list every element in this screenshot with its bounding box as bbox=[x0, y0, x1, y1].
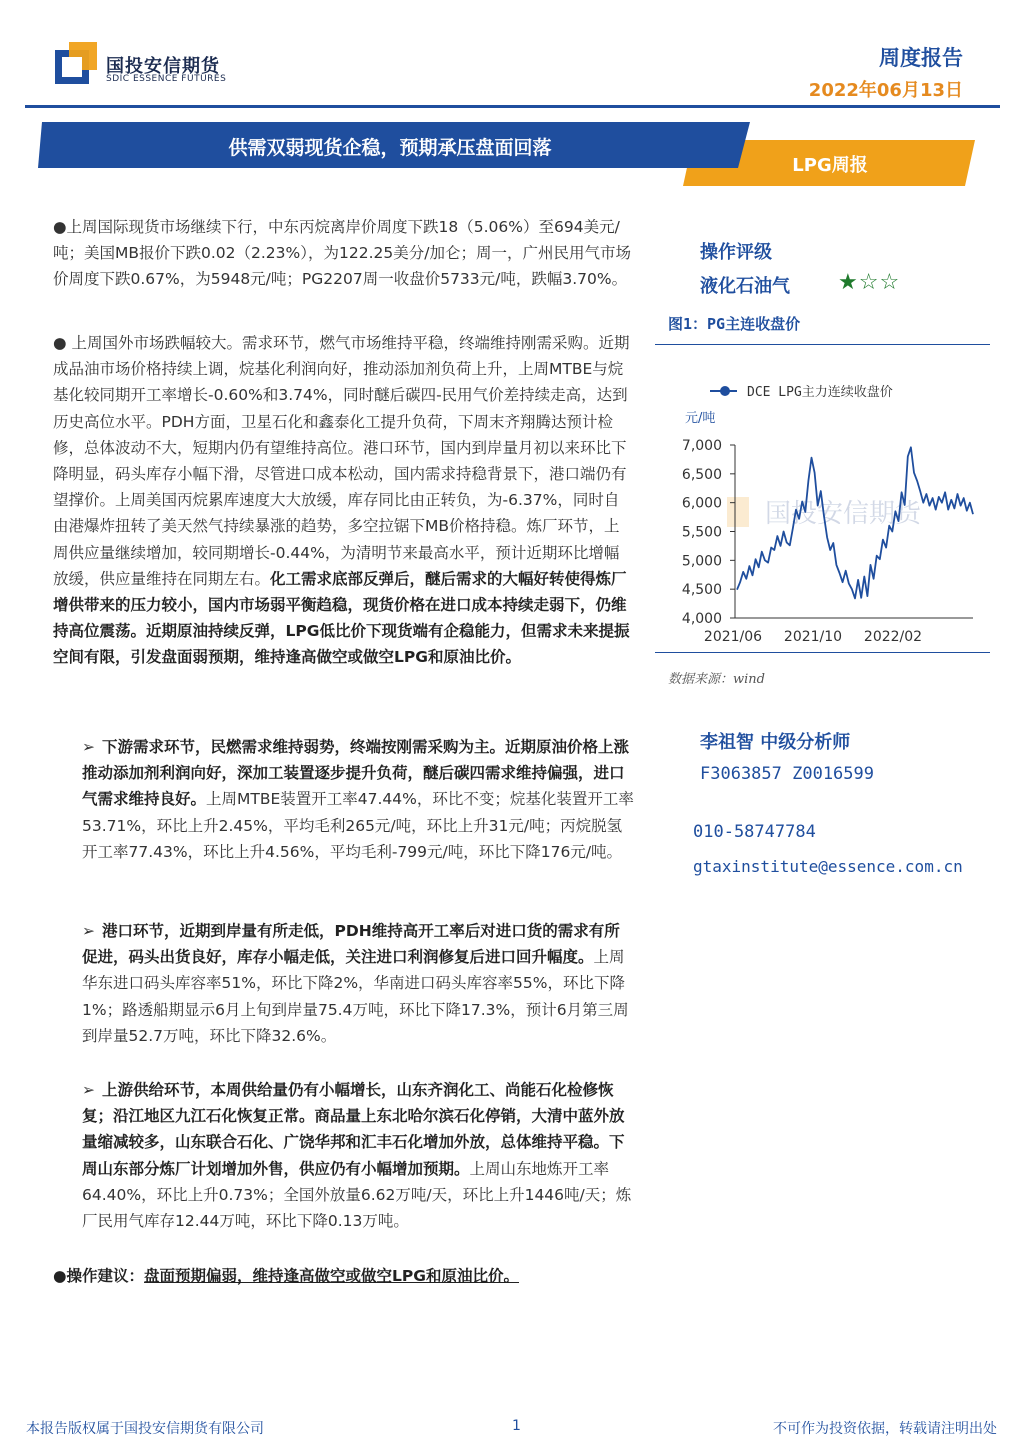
legend-marker bbox=[720, 386, 730, 396]
y-tick-label: 5,000 bbox=[681, 553, 722, 570]
port-data: 上周华东进口码头库容率51%，环比下降2%，华南进口码头库容率55%，环比下降1%；路透船期显示6月上旬到岸量75.4万吨，环比下降17.3%，预计6月第三周到岸量52.7万吨，环比下降32.6%。 bbox=[82, 948, 629, 1045]
x-tick-label: 2021/10 bbox=[783, 629, 843, 645]
y-axis bbox=[682, 438, 735, 627]
header-divider bbox=[25, 105, 1000, 108]
company-logo-icon bbox=[55, 42, 97, 84]
arrow-bullet-icon: ➢ bbox=[82, 1081, 95, 1099]
operation-advice-text: 盘面预期偏弱，维持逢高做空或做空LPG和原油比价。 bbox=[144, 1267, 519, 1285]
summary-paragraph-2 bbox=[53, 330, 633, 671]
rating-product: 液化石油气 bbox=[700, 276, 790, 297]
analyst-name: 李祖智 中级分析师 bbox=[700, 732, 851, 753]
company-name-en: SDIC ESSENCE FUTURES bbox=[106, 74, 227, 84]
x-tick-label: 2021/06 bbox=[703, 629, 763, 645]
page-number: 1 bbox=[512, 1418, 521, 1434]
price-line-chart bbox=[655, 372, 990, 652]
supply-data: 上周山东地炼开工率64.40%，环比上升0.73%；全国外放量6.62万吨/天，环比上升1446吨/天；炼厂民用气库存12.44万吨，环比下降0.13万吨。 bbox=[82, 1159, 632, 1231]
company-name-cn: 国投安信期货 bbox=[106, 56, 220, 77]
footer-disclaimer: 不可作为投资依据，转载请注明出处 bbox=[773, 1421, 997, 1437]
figure-bottom-rule bbox=[655, 652, 990, 653]
y-tick-label: 6,000 bbox=[681, 495, 722, 512]
report-date: 2022年06月13日 bbox=[808, 80, 963, 101]
contact-email[interactable]: gtaxinstitute@essence.com.cn bbox=[693, 857, 963, 876]
report-category-tag: LPG周报 bbox=[792, 155, 868, 176]
figure-top-rule bbox=[655, 344, 990, 345]
arrow-bullet-icon: ➢ bbox=[82, 738, 95, 756]
y-axis-unit: 元/吨 bbox=[685, 411, 716, 426]
list-item-port bbox=[82, 918, 635, 1049]
chart-watermark: 国投安信期货 bbox=[765, 499, 922, 529]
report-headline: 供需双弱现货企稳，预期承压盘面回落 bbox=[228, 137, 552, 159]
summary-paragraph-1: ●上周国际现货市场继续下行，中东丙烷离岸价周度下跌18（5.06%）至694美元/吨；美国MB报价下跌0.02（2.23%），为122.25美分/加仑；周一，广州民用气市场价周度下跌0.67%，为5948元/吨；PG2207周一收盘价5733元/吨，跌幅3.70%。 bbox=[53, 218, 631, 289]
port-headline: 港口环节，近期到岸量有所走低，PDH维持高开工率后对进口货的需求有所促进，码头出货良好，库存小幅走低，关注进口利润修复后进口回升幅度。 bbox=[82, 922, 620, 967]
arrow-bullet-icon: ➢ bbox=[82, 922, 95, 940]
contact-phone: 010-58747784 bbox=[693, 822, 816, 842]
supply-headline: 上游供给环节，本周供给量仍有小幅增长，山东齐润化工、尚能石化检修恢复；沿江地区九江石化恢复正常。商品量上东北哈尔滨石化停销，大清中蓝外放量缩减较多，山东联合石化、广饶华邦和汇丰石化增加外放，总体维持平稳。下周山东部分炼厂计划增加外售，供应仍有小幅增加预期。 bbox=[82, 1081, 625, 1178]
list-item-supply bbox=[82, 1077, 635, 1234]
list-item-demand bbox=[82, 734, 635, 865]
demand-data: 上周MTBE装置开工率47.44%，环比不变；烷基化装置开工率53.71%，环比上升2.45%，平均毛利265元/吨，环比上升31元/吨；丙烷脱氢开工率77.43%，环比上升4.56%，平均毛利-799元/吨，环比下降176元/吨。 bbox=[82, 790, 634, 861]
analyst-license: F3063857 Z0016599 bbox=[700, 764, 874, 784]
rating-title: 操作评级 bbox=[700, 242, 772, 263]
figure-title: 图1：PG主连收盘价 bbox=[668, 315, 801, 333]
demand-headline: 下游需求环节，民燃需求维持弱势，终端按刚需采购为主。近期原油价格上涨推动添加剂利润向好，深加工装置逐步提升负荷，醚后碳四需求维持偏强，进口气需求维持良好。 bbox=[82, 738, 630, 809]
y-tick-label: 4,000 bbox=[681, 611, 722, 627]
watermark-logo-icon bbox=[727, 497, 749, 527]
data-source: 数据来源：wind bbox=[668, 672, 765, 687]
chart-legend bbox=[710, 384, 893, 400]
y-tick-label: 4,500 bbox=[681, 582, 722, 599]
y-tick-label: 5,500 bbox=[681, 524, 722, 541]
report-type: 周度报告 bbox=[879, 46, 963, 70]
y-tick-label: 7,000 bbox=[681, 438, 722, 454]
x-axis bbox=[704, 629, 922, 645]
x-tick-label: 2022/02 bbox=[863, 629, 923, 645]
footer-copyright: 本报告版权属于国投安信期货有限公司 bbox=[26, 1421, 264, 1437]
paragraph-2-text: ● 上周国外市场跌幅较大。需求环节，燃气市场维持平稳，终端维持刚需采购。近期成品油市场价格持续上调，烷基化利润向好，推动添加剂负荷上升，上周MTBE与烷基化较同期开工率增长-0.60%和3.74%，同时醚后碳四-民用气价差持续走高，达到历史高位水平。PDH方面，卫星石化和鑫泰化工提升负荷，下周末齐翔腾达预计检修，总体波动不大，短期内仍有望维持高位。港口环节，国内到岸量月初以来环比下降明显，码头库存小幅下滑，尽管进口成本松动，国内需求持稳背景下，港口端仍有望撑价。上周美国丙烷累库速度大大放缓，库存同比由正转负，为-6.37%，同时自由港爆炸扭转了美天然气持续暴涨的趋势，多空拉锯下MB价格持稳。炼厂环节，上周供应量继续增加，较同期增长-0.44%，为清明节来最高水平，预计近期环比增幅放缓，供应量维持在同期左右。 bbox=[53, 334, 630, 588]
legend-label: DCE LPG主力连续收盘价 bbox=[747, 385, 893, 400]
operation-advice bbox=[53, 1264, 519, 1286]
operation-advice-label: ●操作建议： bbox=[53, 1267, 145, 1285]
rating-stars-icon: ★☆☆ bbox=[838, 270, 901, 295]
y-tick-label: 6,500 bbox=[681, 466, 722, 483]
paragraph-2-conclusion: 化工需求底部反弹后，醚后需求的大幅好转使得炼厂增供带来的压力较小，国内市场弱平衡趋稳，现货价格在进口成本持续走弱下，仍维持高位震荡。近期原油持续反弹，LPG低比价下现货端有企稳能力，但需求未来提振空间有限，引发盘面弱预期，维持逢高做空或做空LPG和原油比价。 bbox=[53, 569, 630, 667]
